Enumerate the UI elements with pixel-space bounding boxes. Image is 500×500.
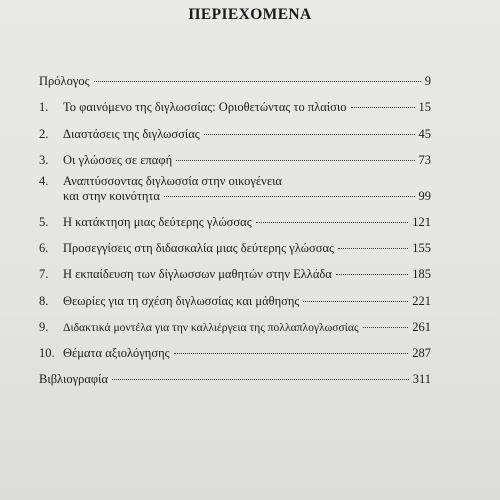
toc-entry-7 bbox=[39, 261, 431, 287]
toc-entry-5 bbox=[39, 209, 431, 235]
leader-dots bbox=[176, 160, 414, 161]
entry-title: Διαστάσεις της διγλωσσίας bbox=[63, 126, 200, 141]
leader-dots bbox=[94, 81, 421, 82]
entry-page: 221 bbox=[412, 293, 431, 308]
entry-number: 2. bbox=[39, 126, 49, 141]
leader-dots bbox=[204, 134, 415, 135]
entry-title: Το φαινόμενο της διγλωσσίας: Οριοθετώντας το πλαίσιο bbox=[63, 100, 347, 115]
toc-entry-4 bbox=[39, 173, 431, 209]
entry-page: 45 bbox=[418, 126, 431, 141]
entry-title: Πρόλογος bbox=[39, 74, 90, 89]
entry-number: 8. bbox=[39, 293, 49, 308]
toc-entry-10 bbox=[39, 340, 431, 366]
entry-page: 73 bbox=[418, 152, 431, 167]
entry-page: 311 bbox=[412, 372, 431, 387]
entry-page: 155 bbox=[412, 241, 431, 256]
toc-entry-8 bbox=[39, 287, 431, 313]
leader-dots bbox=[336, 274, 408, 275]
entry-number: 3. bbox=[39, 152, 49, 167]
toc-entry-1 bbox=[39, 94, 431, 120]
entry-page: 261 bbox=[412, 319, 431, 334]
entry-number: 4. bbox=[39, 173, 49, 188]
table-of-contents bbox=[39, 68, 431, 392]
entry-number: 1. bbox=[39, 100, 49, 115]
toc-entry-3 bbox=[39, 147, 431, 173]
entry-page: 121 bbox=[412, 214, 431, 229]
entry-title: Διδακτικά μοντέλα για την καλλιέργεια της πολλαπλογλωσσίας bbox=[63, 320, 359, 334]
leader-dots bbox=[112, 379, 409, 380]
page-title: ΠΕΡΙΕΧΟΜΕΝΑ bbox=[188, 6, 312, 23]
toc-entry-bibliography bbox=[39, 366, 431, 392]
toc-entry-6 bbox=[39, 235, 431, 261]
entry-page: 287 bbox=[412, 345, 431, 360]
entry-number: 9. bbox=[39, 319, 49, 334]
entry-title: Βιβλιογραφία bbox=[39, 372, 109, 387]
entry-title: Θέματα αξιολόγησης bbox=[63, 345, 170, 360]
entry-title: Οι γλώσσες σε επαφή bbox=[63, 152, 173, 167]
entry-number: 7. bbox=[39, 267, 49, 282]
leader-dots bbox=[338, 248, 408, 249]
toc-entry-9 bbox=[39, 314, 431, 340]
entry-title: Η κατάκτηση μιας δεύτερης γλώσσας bbox=[63, 214, 252, 229]
entry-title: Θεωρίες για τη σχέση διγλωσσίας και μάθησης bbox=[63, 293, 300, 308]
leader-dots bbox=[351, 107, 415, 108]
leader-dots bbox=[164, 196, 415, 197]
entry-number: 5. bbox=[39, 214, 49, 229]
entry-title-line1: Αναπτύσσοντας διγλωσσία στην οικογένεια bbox=[63, 173, 282, 188]
toc-entry-2 bbox=[39, 120, 431, 146]
entry-title: Η εκπαίδευση των δίγλωσσων μαθητών στην Ελλάδα bbox=[63, 267, 332, 282]
entry-page: 15 bbox=[418, 100, 431, 115]
leader-dots bbox=[363, 327, 409, 328]
entry-number: 10. bbox=[39, 345, 55, 360]
toc-entry-prologue bbox=[39, 68, 431, 94]
leader-dots bbox=[303, 301, 408, 302]
leader-dots bbox=[256, 222, 409, 223]
entry-title: Προσεγγίσεις στη διδασκαλία μιας δεύτερης γλώσσας bbox=[63, 241, 334, 256]
entry-number: 6. bbox=[39, 241, 49, 256]
leader-dots bbox=[174, 353, 409, 354]
entry-title-line2: και στην κοινότητα bbox=[63, 188, 160, 203]
entry-page: 185 bbox=[412, 267, 431, 282]
entry-page: 9 bbox=[424, 74, 431, 89]
entry-page: 99 bbox=[418, 188, 431, 203]
